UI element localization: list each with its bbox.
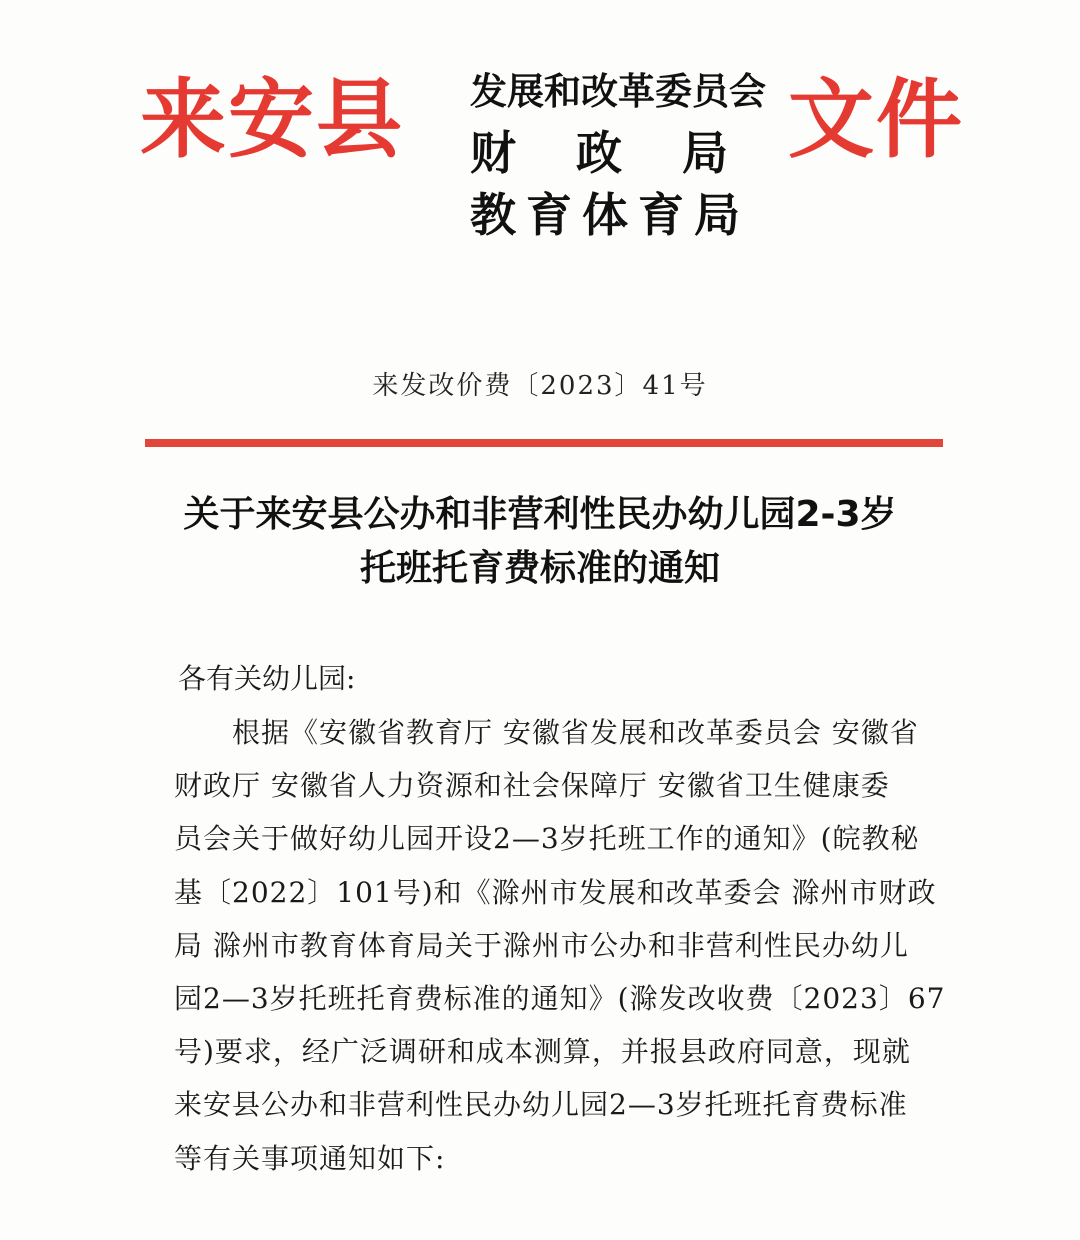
body-line: 来安县公办和非营利性民办幼儿园2—3岁托班托育费标准 xyxy=(174,1088,908,1122)
document-label: 文件 xyxy=(788,69,964,170)
body-line: 局 滁州市教育体育局关于滁州市公办和非营利性民办幼儿 xyxy=(174,928,909,962)
issuing-county: 来安县 xyxy=(140,69,404,170)
body-line: 根据《安徽省教育厅 安徽省发展和改革委员会 安徽省 xyxy=(232,716,919,749)
body-line: 等有关事项通知如下: xyxy=(174,1141,446,1175)
document-title xyxy=(0,488,1080,596)
agency-name: 财政局 xyxy=(470,126,788,180)
agency-name: 教育体育局 xyxy=(470,188,750,242)
title-line: 托班托育费标准的通知 xyxy=(359,548,720,589)
title-line: 关于来安县公办和非营利性民办幼儿园2-3岁 xyxy=(183,494,897,535)
body-paragraph xyxy=(174,706,946,1185)
body-line: 基〔2022〕101号)和《滁州市发展和改革委会 滁州市财政 xyxy=(174,875,937,909)
body-line: 财政厅 安徽省人力资源和社会保障厅 安徽省卫生健康委 xyxy=(174,769,890,803)
agency-name: 发展和改革委员会 xyxy=(470,70,766,113)
body-line: 员会关于做好幼儿园开设2—3岁托班工作的通知》(皖教秘 xyxy=(174,822,920,856)
issuing-agencies xyxy=(470,62,788,246)
salutation: 各有关幼儿园: xyxy=(178,662,356,695)
body-line: 号)要求，经广泛调研和成本测算，并报县政府同意，现就 xyxy=(174,1035,911,1069)
red-divider-line xyxy=(145,439,943,447)
document-number: 来发改价费〔2023〕41号 xyxy=(372,371,708,401)
body-line: 园2—3岁托班托育费标准的通知》(滁发改收费〔2023〕67 xyxy=(174,982,946,1016)
